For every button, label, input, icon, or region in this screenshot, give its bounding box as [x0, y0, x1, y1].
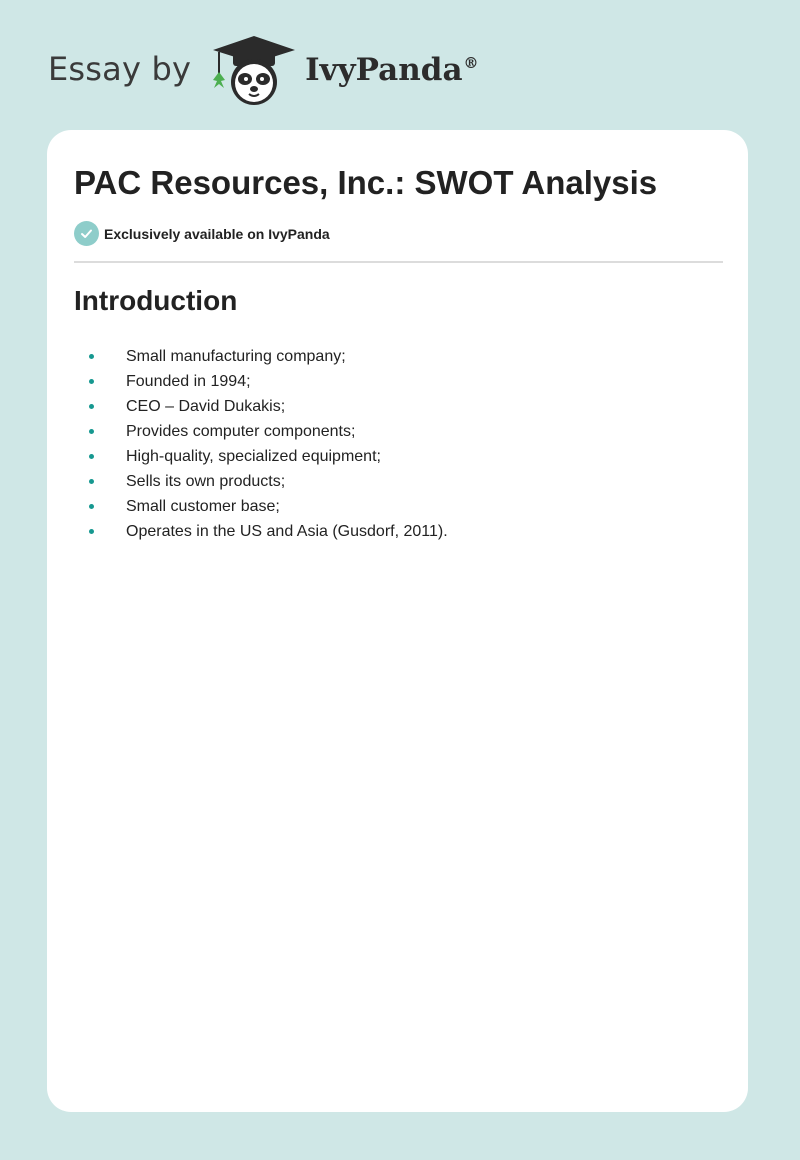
bullet-icon: [89, 479, 94, 484]
bullet-icon: [89, 454, 94, 459]
page-title: PAC Resources, Inc.: SWOT Analysis: [74, 164, 658, 201]
list-item: Provides computer components;: [74, 419, 448, 444]
bullet-icon: [89, 504, 94, 509]
check-icon: [74, 221, 99, 246]
registered-mark: ®: [463, 54, 479, 72]
bullet-icon: [89, 354, 94, 359]
list-item: High-quality, specialized equipment;: [74, 444, 448, 469]
list-item: Sells its own products;: [74, 469, 448, 494]
list-item: Founded in 1994;: [74, 369, 448, 394]
exclusive-badge: [74, 221, 330, 246]
intro-list: [74, 344, 448, 544]
panda-logo-icon[interactable]: [209, 34, 299, 108]
list-item: CEO – David Dukakis;: [74, 394, 448, 419]
essay-by-label: Essay by: [48, 50, 192, 88]
badge-label: Exclusively available on IvyPanda: [104, 225, 330, 242]
divider: [74, 261, 723, 263]
section-heading: Introduction: [74, 285, 238, 316]
list-item: Small manufacturing company;: [74, 344, 448, 369]
list-item: Small customer base;: [74, 494, 448, 519]
site-header: [48, 34, 479, 108]
bullet-icon: [89, 429, 94, 434]
bullet-icon: [89, 404, 94, 409]
bullet-icon: [89, 529, 94, 534]
bullet-icon: [89, 379, 94, 384]
brand-name[interactable]: IvyPanda®: [305, 52, 479, 88]
essay-card: [47, 130, 748, 1112]
list-item: Operates in the US and Asia (Gusdorf, 2011).: [74, 519, 448, 544]
